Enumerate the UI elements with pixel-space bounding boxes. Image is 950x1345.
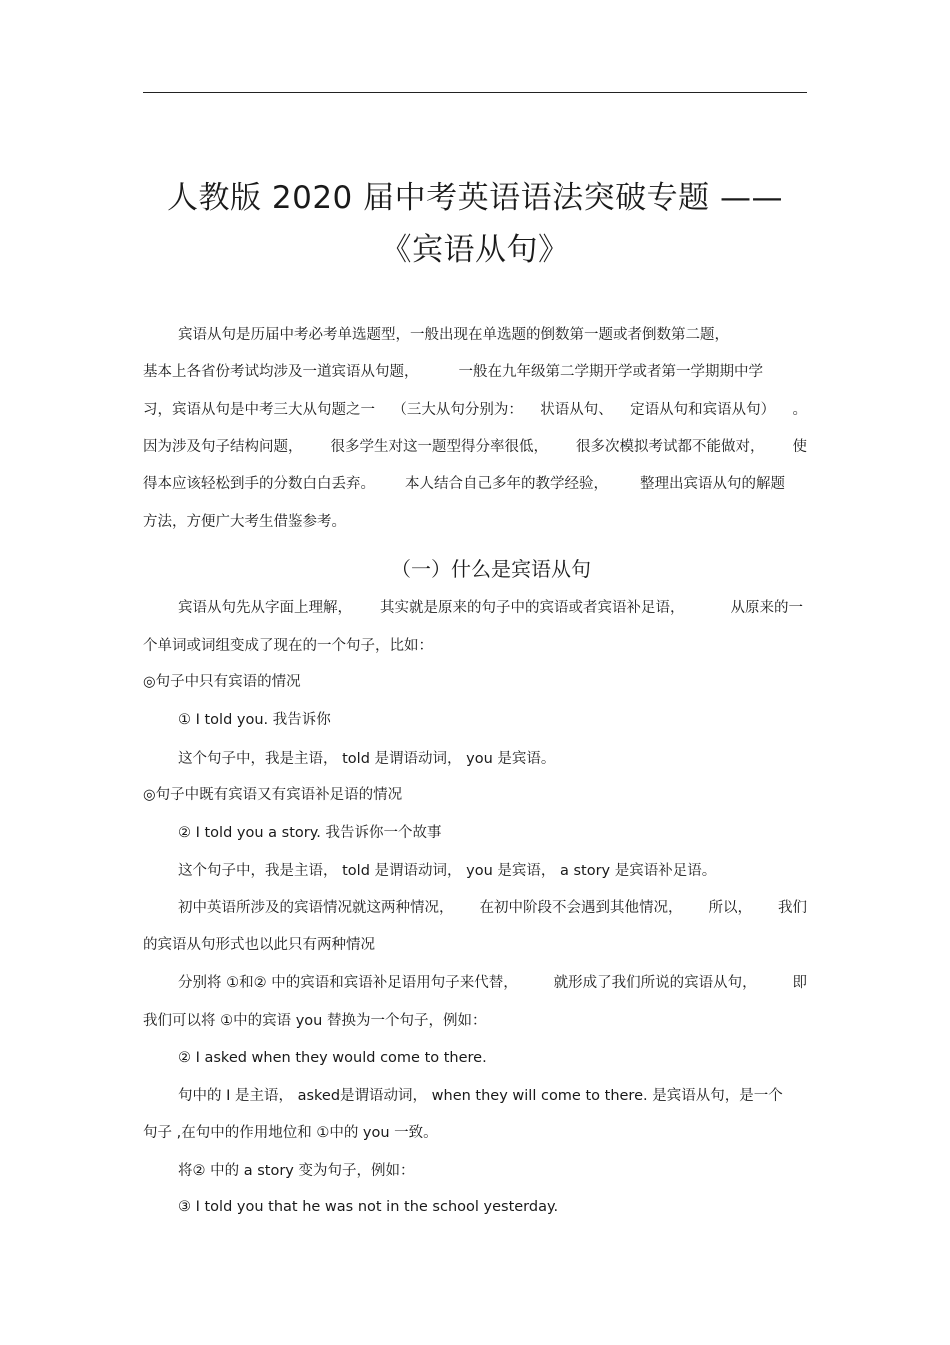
case-1-label: ◎句子中只有宾语的情况 — [143, 674, 301, 690]
section-p2-line-2: 的宾语从句形式也以此只有两种情况 — [143, 937, 375, 953]
document-title-line-2: 《宾语从句》 — [380, 232, 570, 268]
intro-line-3: 习，宾语从句是中考三大从句题之一 （三大从句分别为： 状语从句、 定语从句和宾语从句） 。 — [143, 402, 807, 418]
section-p3-line-1: 分别将 ①和② 中的宾语和宾语补足语用句子来代替， 就形成了我们所说的宾语从句， 即 — [178, 975, 807, 991]
example-3-note: 句中的 I 是主语， asked是谓语动词， when they will come to there. 是宾语从句，是一个 — [178, 1088, 783, 1104]
section-p1-line-1: 宾语从句先从字面上理解， 其实就是原来的句子中的宾语或者宾语补足语， 从原来的一 — [178, 600, 803, 616]
section-p2-line-1: 初中英语所涉及的宾语情况就这两种情况， 在初中阶段不会遇到其他情况， 所以， 我们 — [178, 900, 807, 916]
section-p1-line-2: 个单词或词组变成了现在的一个句子，比如： — [143, 638, 433, 654]
example-1-note: 这个句子中，我是主语， told 是谓语动词， you 是宾语。 — [178, 751, 556, 767]
intro-line-6: 方法，方便广大考生借鉴参考。 — [143, 514, 346, 530]
example-1: ① I told you. 我告诉你 — [178, 712, 331, 728]
intro-line-1: 宾语从句是历届中考必考单选题型，一般出现在单选题的倒数第一题或者倒数第二题， — [178, 327, 729, 343]
section-heading: （一）什么是宾语从句 — [391, 557, 591, 581]
example-3-note-line-2: 句子 ,在句中的作用地位和 ①中的 you 一致。 — [143, 1125, 438, 1141]
case-2-label: ◎句子中既有宾语又有宾语补足语的情况 — [143, 787, 403, 803]
example-4: ③ I told you that he was not in the school yesterday. — [178, 1199, 559, 1215]
example-2: ② I told you a story. 我告诉你一个故事 — [178, 825, 442, 841]
intro-line-4: 因为涉及句子结构问题， 很多学生对这一题型得分率很低， 很多次模拟考试都不能做对， 使 — [143, 439, 807, 455]
intro-line-5: 得本应该轻松到手的分数白白丢弃。 本人结合自己多年的教学经验， 整理出宾语从句的解题 — [143, 476, 785, 492]
document-title-line-1: 人教版 2020 届中考英语语法突破专题 —— — [167, 180, 783, 216]
section-p4: 将② 中的 a story 变为句子，例如： — [178, 1163, 415, 1179]
section-p3-line-2: 我们可以将 ①中的宾语 you 替换为一个句子，例如： — [143, 1013, 487, 1029]
intro-line-2: 基本上各省份考试均涉及一道宾语从句题， 一般在九年级第二学期开学或者第一学期期中学 — [143, 364, 763, 380]
example-2-note: 这个句子中，我是主语， told 是谓语动词， you 是宾语， a story 是宾语补足语。 — [178, 863, 717, 879]
header-rule — [143, 92, 807, 93]
example-3: ② I asked when they would come to there. — [178, 1050, 487, 1066]
